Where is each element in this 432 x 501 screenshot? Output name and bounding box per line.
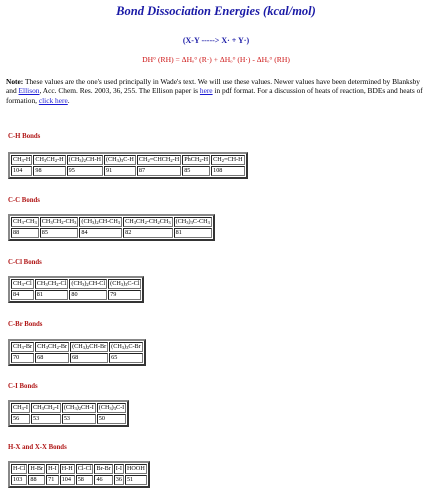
page-title: Bond Dissociation Energies (kcal/mol) bbox=[116, 4, 316, 18]
bde-value-cell: 80 bbox=[69, 290, 107, 300]
bond-label-cell: $(CH_3)_3C-H$ bbox=[105, 156, 134, 163]
bde-table bbox=[8, 339, 146, 366]
bde-value-cell: 98 bbox=[33, 166, 65, 176]
section-title: C-C Bonds bbox=[8, 197, 40, 204]
note-text-1: These values are the one's used principally in Wade's text. We will use these values. Newer values have been determined by Blanksby and bbox=[6, 77, 421, 96]
bde-value-cell: 53 bbox=[31, 414, 61, 424]
bde-value-cell: 81 bbox=[174, 228, 212, 238]
bond-label-cell: $(CH_3)_2CH-Cl$ bbox=[71, 280, 106, 287]
bond-label-cell: $CH_3CH_2-H$ bbox=[35, 156, 64, 163]
note-text-3: in pdf format. For a discussion of heats of reaction, BDEs and heats of formation, bbox=[6, 86, 423, 105]
bond-label-cell: $CH_3CH_2-I$ bbox=[32, 404, 59, 411]
table-header-row bbox=[11, 403, 126, 413]
bde-value-cell: 104 bbox=[60, 475, 75, 485]
bde-table bbox=[8, 276, 144, 303]
bond-label-cell: HOOH bbox=[126, 465, 145, 472]
table-header-row bbox=[11, 217, 212, 227]
dissociation-equation: (X-Y -----> X· + Y·) bbox=[182, 36, 250, 45]
note-text-4: . bbox=[67, 95, 70, 105]
bond-label-cell: $(CH_3)_3C-Cl$ bbox=[110, 280, 140, 287]
bond-label-cell: $CH_2=CH-H$ bbox=[213, 156, 243, 163]
bond-label-cell: PhCH$_2$-H bbox=[184, 156, 209, 163]
bond-label-cell: H-H bbox=[61, 465, 73, 472]
bde-value-cell: 71 bbox=[46, 475, 59, 485]
bde-formula: DH° (RH) = ΔHₒ° (R·) + ΔHₒ° (H·) - ΔHₒ° (RH) bbox=[142, 55, 290, 64]
note-label: Note: bbox=[6, 77, 24, 86]
table-header-row bbox=[11, 155, 245, 165]
bde-value-cell: 103 bbox=[11, 475, 27, 485]
table-value-row bbox=[11, 414, 126, 424]
bond-label-cell: $(CH_3)_2CH-CH_3$ bbox=[81, 218, 121, 225]
bond-label-cell: Br-Br bbox=[96, 465, 111, 472]
bde-value-cell: 58 bbox=[76, 475, 94, 485]
table-header-row bbox=[11, 464, 147, 474]
bde-value-cell: 81 bbox=[35, 290, 69, 300]
bde-table bbox=[8, 400, 129, 427]
bond-label-cell: H-I bbox=[48, 465, 57, 472]
bde-value-cell: 46 bbox=[94, 475, 112, 485]
bde-value-cell: 104 bbox=[11, 166, 32, 176]
table-value-row bbox=[11, 475, 147, 485]
bde-value-cell: 51 bbox=[125, 475, 147, 485]
bde-value-cell: 53 bbox=[62, 414, 96, 424]
bde-value-cell: 95 bbox=[67, 166, 103, 176]
bde-value-cell: 68 bbox=[70, 353, 108, 363]
bond-label-cell: H-Cl bbox=[13, 465, 26, 472]
bond-label-cell: $CH_3CH_2-Br$ bbox=[37, 343, 68, 350]
section-title: H-X and X-X Bonds bbox=[8, 444, 67, 451]
click-here-link[interactable]: click here bbox=[38, 95, 68, 105]
bde-value-cell: 108 bbox=[211, 166, 244, 176]
section-title: C-Cl Bonds bbox=[8, 259, 42, 266]
section-title: C-Br Bonds bbox=[8, 321, 43, 328]
bond-label-cell: $CH_3-Br$ bbox=[13, 343, 33, 350]
paper-here-link[interactable]: here bbox=[199, 86, 213, 96]
bond-label-cell: $(CH_3)_3C-Br$ bbox=[111, 343, 141, 350]
bde-value-cell: 56 bbox=[11, 414, 30, 424]
bde-value-cell: 88 bbox=[11, 228, 39, 238]
bond-label-cell: Cl-Cl bbox=[77, 465, 92, 472]
bde-value-cell: 68 bbox=[35, 353, 69, 363]
bde-value-cell: 70 bbox=[11, 353, 34, 363]
bond-label-cell: $(CH_3)_2CH-H$ bbox=[68, 156, 101, 163]
bond-label-cell: $CH_3CH_2-Cl$ bbox=[36, 280, 67, 287]
bond-label-cell: $CH_3CH_2-CH_2CH_3$ bbox=[125, 218, 171, 225]
bond-label-cell: $CH_3-H$ bbox=[13, 156, 31, 163]
bond-label-cell: $CH_3-I$ bbox=[13, 404, 28, 411]
bde-table bbox=[8, 152, 248, 179]
bond-label-cell: $CH_3-Cl$ bbox=[13, 280, 32, 287]
bde-value-cell: 87 bbox=[137, 166, 181, 176]
bde-value-cell: 84 bbox=[79, 228, 122, 238]
bde-table bbox=[8, 214, 215, 241]
bde-value-cell: 82 bbox=[123, 228, 172, 238]
section-title: C-I Bonds bbox=[8, 383, 38, 390]
bde-value-cell: 84 bbox=[11, 290, 34, 300]
bond-label-cell: $(CH_3)_2CH-Br$ bbox=[72, 343, 107, 350]
bde-value-cell: 85 bbox=[182, 166, 210, 176]
bond-label-cell: $(CH_3)_3C-CH_3$ bbox=[175, 218, 210, 225]
bond-label-cell: $CH_3CH_2-CH_3$ bbox=[41, 218, 77, 225]
table-value-row bbox=[11, 353, 143, 363]
bond-label-cell: H-Br bbox=[30, 465, 44, 472]
bde-value-cell: 91 bbox=[104, 166, 136, 176]
note-paragraph bbox=[6, 77, 426, 105]
bde-value-cell: 50 bbox=[97, 414, 126, 424]
ellison-link[interactable]: Ellison bbox=[18, 86, 40, 96]
table-value-row bbox=[11, 166, 245, 176]
bde-value-cell: 85 bbox=[40, 228, 79, 238]
bde-table bbox=[8, 461, 150, 488]
bond-label-cell: $(CH_3)_3C-I$ bbox=[98, 404, 125, 411]
bond-label-cell: $(CH_3)_2CH-I$ bbox=[63, 404, 94, 411]
bond-label-cell: $CH_2=CHCH_2-H$ bbox=[138, 156, 180, 163]
bond-label-cell: $CH_3-CH_3$ bbox=[13, 218, 37, 225]
bde-value-cell: 79 bbox=[108, 290, 141, 300]
bde-value-cell: 36 bbox=[115, 476, 122, 483]
table-value-row bbox=[11, 228, 212, 238]
table-value-row bbox=[11, 290, 141, 300]
table-header-row bbox=[11, 342, 143, 352]
table-header-row bbox=[11, 279, 141, 289]
section-title: C-H Bonds bbox=[8, 133, 41, 140]
bde-value-cell: 65 bbox=[109, 353, 143, 363]
bde-value-cell: 88 bbox=[28, 475, 45, 485]
bond-label-cell: I-I bbox=[115, 465, 122, 472]
note-text-2: , Acc. Chem. Res. 2003, 36, 255. The Ellison paper is bbox=[39, 86, 200, 96]
